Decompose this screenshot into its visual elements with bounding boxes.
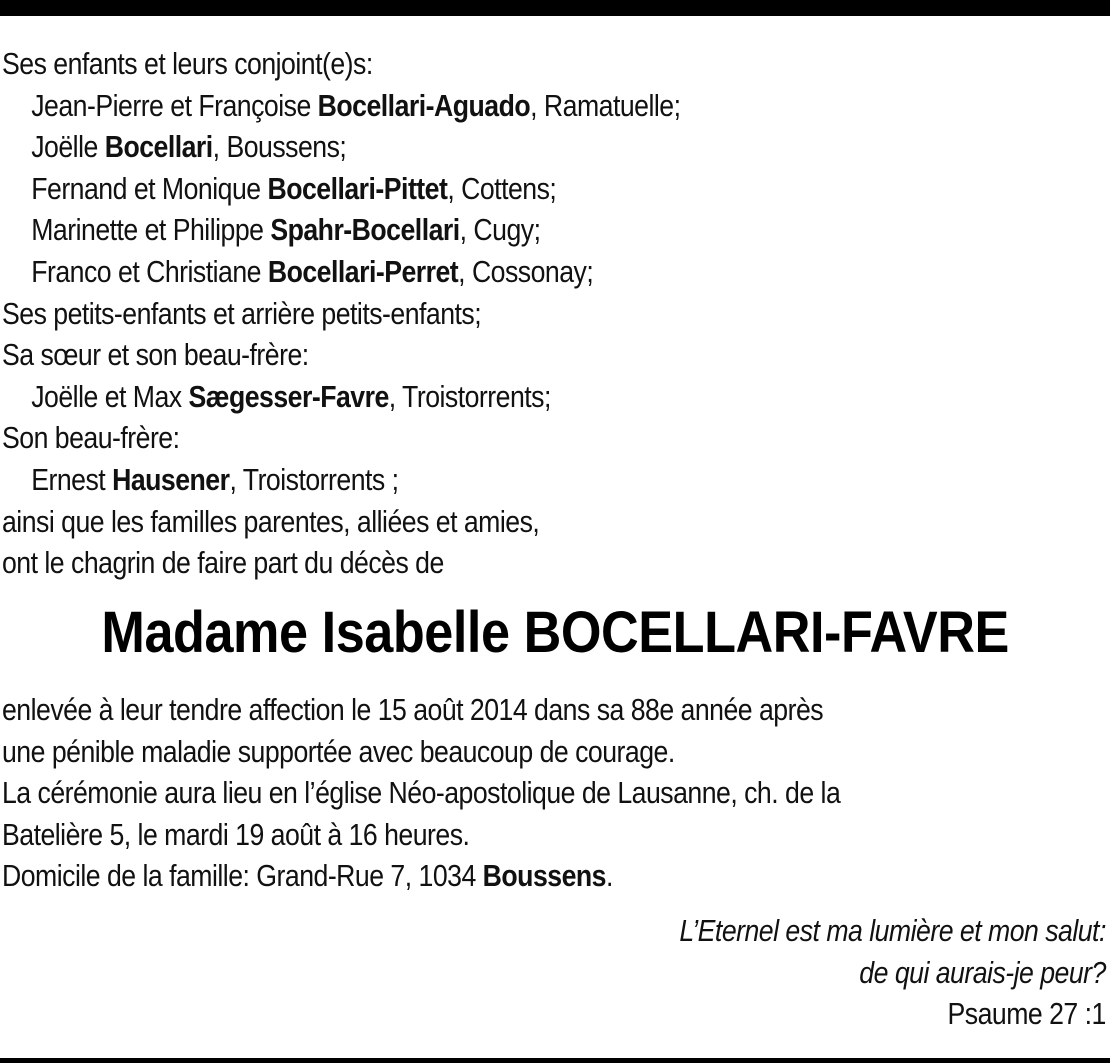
deceased-name: Madame Isabelle BOCELLARI-FAVRE (101, 600, 1009, 665)
verse-reference: Psaume 27 :1 (947, 996, 1106, 1032)
details-line: une pénible maladie supportée avec beaucoup de courage. (2, 733, 675, 769)
bottom-rule (0, 1058, 1110, 1063)
family-line: Ernest Hausener, Troistorrents ; (31, 461, 399, 497)
family-line: Ses petits-enfants et arrière petits-enfants; (2, 295, 482, 331)
announcement-details (2, 689, 1110, 897)
details-line: enlevée à leur tendre affection le 15 août 2014 dans sa 88e année après (2, 692, 824, 727)
family-surname: Bocellari-Aguado (317, 87, 531, 123)
family-surname: Spahr-Bocellari (270, 212, 460, 248)
family-line: ainsi que les familles parentes, alliées et amies, (2, 503, 540, 539)
top-rule (0, 0, 1110, 16)
ceremony-line: Batelière 5, le mardi 19 août à 16 heures. (2, 816, 470, 852)
family-list (2, 43, 953, 584)
family-line: Joëlle et Max Sægesser-Favre, Troistorrents; (31, 378, 551, 414)
deceased-name-heading (0, 597, 1110, 669)
family-line: Son beau-frère: (2, 420, 180, 456)
bible-verse (680, 910, 1106, 1035)
verse-line: de qui aurais-je peur? (859, 954, 1106, 990)
family-line: Sa sœur et son beau-frère: (2, 337, 309, 373)
family-surname: Sægesser-Favre (188, 378, 389, 414)
family-line: Jean-Pierre et Françoise Bocellari-Aguado, Ramatuelle; (31, 87, 681, 123)
family-surname: Hausener (112, 461, 230, 497)
family-surname: Bocellari (104, 129, 213, 165)
family-surname: Bocellari-Pittet (267, 170, 448, 206)
verse-line: L’Eternel est ma lumière et mon salut: (679, 913, 1106, 948)
family-line: Franco et Christiane Bocellari-Perret, Cossonay; (31, 253, 594, 289)
family-line: ont le chagrin de faire part du décès de (2, 545, 444, 581)
family-surname: Bocellari-Perret (267, 253, 459, 289)
family-address-line: Domicile de la famille: Grand-Rue 7, 1034 Boussens. (2, 858, 613, 894)
family-line: Joëlle Bocellari, Boussens; (31, 129, 347, 165)
address-town: Boussens (482, 858, 606, 894)
family-line: Ses enfants et leurs conjoint(e)s: (2, 46, 373, 81)
family-line: Fernand et Monique Bocellari-Pittet, Cottens; (31, 170, 557, 206)
ceremony-line: La cérémonie aura lieu en l’église Néo-apostolique de Lausanne, ch. de la (2, 775, 841, 811)
family-line: Marinette et Philippe Spahr-Bocellari, Cugy; (31, 212, 541, 248)
